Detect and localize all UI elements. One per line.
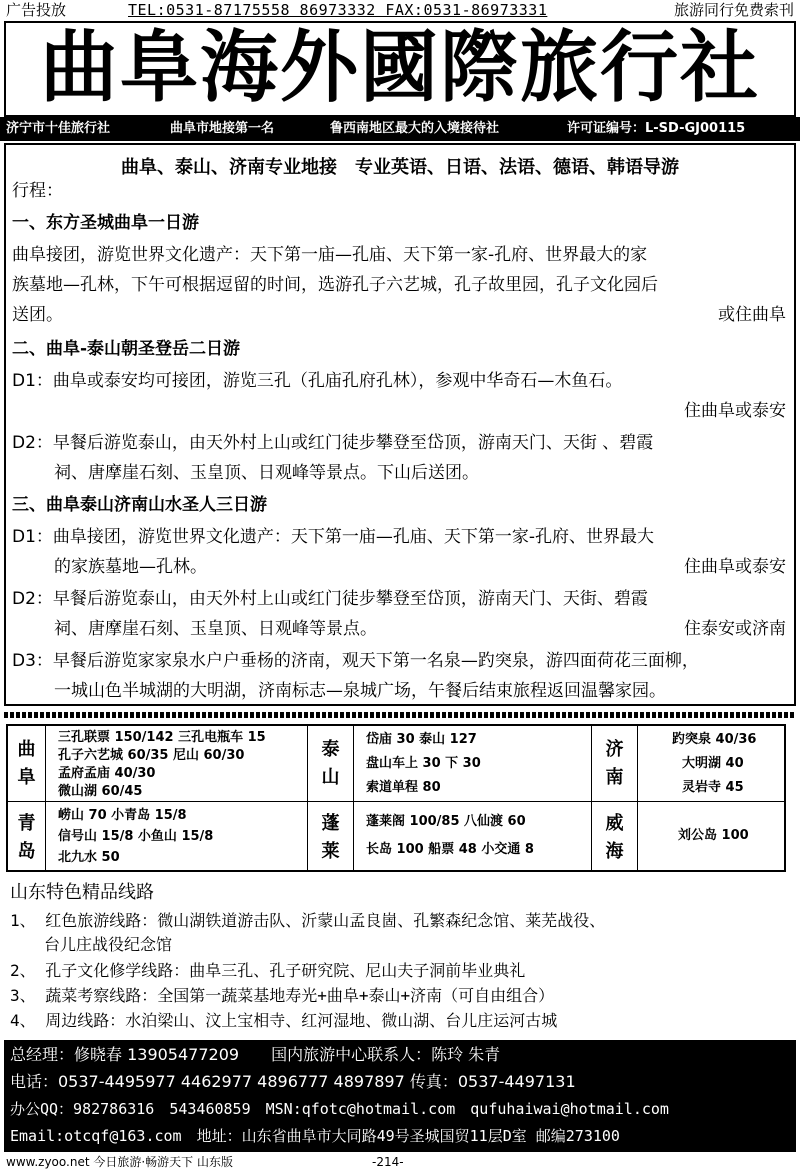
prices-jinan — [638, 726, 784, 802]
price-item: 盘山车上 30 下 30 — [366, 756, 481, 771]
itinerary-label: 行程： — [12, 181, 63, 201]
tour-3-day-1-stay: 住曲阜或泰安 — [684, 557, 786, 577]
prices-taishan — [354, 726, 592, 802]
price-item: 北九水 50 — [58, 850, 120, 865]
price-item: 孔子六艺城 60/35 尼山 60/30 — [58, 748, 245, 763]
price-item: 趵突泉 40/36 — [672, 732, 757, 747]
route-3: 3、 蔬菜考察线路：全国第一蔬菜基地寿光+曲阜+泰山+济南（可自由组合） — [10, 986, 555, 1005]
tour-3-day-2-b: 祠、唐摩崖石刻、玉皇顶、日观峰等景点。 — [54, 619, 377, 639]
tour-3-day-2-stay: 住泰安或济南 — [684, 619, 786, 639]
agency-title: 曲阜海外國際旅行社 — [39, 22, 760, 113]
tour-3-day-3-b: 一城山色半城湖的大明湖，济南标志—泉城广场，午餐后结束旅程返回温馨家园。 — [54, 681, 666, 701]
tour-3-day-1-b: 的家族墓地—孔林。 — [54, 557, 207, 577]
city-weihai — [592, 802, 638, 870]
city-penglai-char-1: 蓬 — [321, 813, 340, 834]
route-2: 2、 孔子文化修学线路：曲阜三孔、孔子研究院、尼山夫子洞前毕业典礼 — [10, 961, 526, 980]
tour-2-day-1-stay: 住曲阜或泰安 — [684, 401, 786, 421]
city-qufu — [8, 726, 46, 802]
price-item: 崂山 70 小青岛 15/8 — [58, 808, 187, 823]
city-taishan-char-2: 山 — [321, 767, 340, 788]
tour-2-day-2-a: D2：早餐后游览泰山，由天外村上山或红门徒步攀登至岱顶，游南天门、天街 、碧霞 — [12, 433, 654, 453]
city-qingdao — [8, 802, 46, 870]
tagline-top-ten: 济宁市十佳旅行社 — [6, 121, 111, 136]
city-qingdao-char-2: 岛 — [17, 841, 36, 862]
city-jinan-char-2: 南 — [605, 767, 624, 788]
price-item: 灵岩寺 45 — [682, 780, 744, 795]
tagline-largest: 鲁西南地区最大的入境接待社 — [330, 121, 500, 136]
prices-qufu — [46, 726, 308, 802]
city-taishan-char-1: 泰 — [321, 739, 340, 760]
price-item: 刘公岛 100 — [678, 828, 749, 843]
tagline-first-place: 曲阜市地接第一名 — [170, 121, 275, 136]
route-1-b: 台儿庄战役纪念馆 — [44, 935, 173, 954]
city-jinan-char-1: 济 — [605, 739, 624, 760]
tour-1-line-2: 族墓地—孔林，下午可根据逗留的时间，选游孔子六艺城，孔子故里园，孔子文化园后 — [12, 275, 658, 295]
contact-email-address: Email:otcqf@163.com 地址：山东省曲阜市大同路49号圣城国贸11层D室 邮编273100 — [10, 1127, 620, 1145]
tour-1-title: 一、东方圣城曲阜一日游 — [12, 213, 199, 233]
prices-weihai — [638, 802, 784, 870]
city-jinan — [592, 726, 638, 802]
city-weihai-char-2: 海 — [605, 841, 624, 862]
contact-block — [4, 1040, 796, 1152]
routes-heading: 山东特色精品线路 — [10, 882, 154, 903]
tour-1-stay: 或住曲阜 — [718, 305, 786, 325]
city-penglai-char-2: 莱 — [321, 841, 340, 862]
city-taishan — [308, 726, 354, 802]
price-item: 索道单程 80 — [366, 780, 441, 795]
services-subtitle: 曲阜、泰山、济南专业地接 专业英语、日语、法语、德语、韩语导游 — [121, 157, 679, 178]
ad-label: 广告投放 — [6, 1, 67, 19]
itinerary-box — [4, 143, 796, 706]
tel-fax-line: TEL:0531-87175558 86973332 FAX:0531-86973331 — [128, 1, 548, 19]
tour-3-day-3-a: D3：早餐后游览家家泉水户户垂杨的济南，观天下第一名泉—趵突泉，游四面荷花三面柳， — [12, 651, 699, 671]
title-box — [4, 21, 796, 117]
tour-2-title: 二、曲阜-泰山朝圣登岳二日游 — [12, 339, 241, 359]
prices-penglai — [354, 802, 592, 870]
tour-1-line-1: 曲阜接团，游览世界文化遗产：天下第一庙—孔庙、天下第一家-孔府、世界最大的家 — [12, 245, 648, 265]
city-qufu-char-2: 阜 — [17, 767, 36, 788]
tour-3-day-1-a: D1：曲阜接团，游览世界文化遗产：天下第一庙—孔庙、天下第一家-孔府、世界最大 — [12, 527, 655, 547]
tour-2-day-2-b: 祠、唐摩崖石刻、玉皇顶、日观峰等景点。下山后送团。 — [54, 463, 479, 483]
free-request-label: 旅游同行免费索刊 — [673, 1, 794, 19]
city-qingdao-char-1: 青 — [17, 813, 36, 834]
separator — [4, 712, 796, 718]
price-item: 微山湖 60/45 — [58, 784, 143, 799]
price-item: 岱庙 30 泰山 127 — [366, 732, 477, 747]
page-number: -214- — [372, 1155, 404, 1169]
contact-phone: 电话：0537-4495977 4462977 4896777 4897897 传真：0537-4497131 — [10, 1072, 576, 1091]
ticket-price-table — [6, 724, 786, 872]
tour-1-line-3: 送团。 — [12, 305, 63, 325]
city-penglai — [308, 802, 354, 870]
tagline-bar — [0, 117, 800, 141]
route-1-a: 1、 红色旅游线路：微山湖铁道游击队、沂蒙山孟良崮、孔繁森纪念馆、莱芜战役、 — [10, 911, 606, 930]
contact-manager: 总经理：修晓春 13905477209 国内旅游中心联系人：陈玲 朱青 — [10, 1045, 501, 1064]
tour-3-title: 三、曲阜泰山济南山水圣人三日游 — [12, 495, 267, 515]
tour-2-day-1: D1：曲阜或泰安均可接团，游览三孔（孔庙孔府孔林），参观中华奇石—木鱼石。 — [12, 371, 623, 391]
price-item: 长岛 100 船票 48 小交通 8 — [366, 842, 534, 857]
price-item: 蓬莱阁 100/85 八仙渡 60 — [366, 814, 526, 829]
contact-qq-msn: 办公QQ：982786316 543460859 MSN:qfotc@hotmail.com qufuhaiwai@hotmail.com — [10, 1100, 669, 1118]
city-qufu-char-1: 曲 — [17, 739, 36, 760]
price-item: 信号山 15/8 小鱼山 15/8 — [58, 829, 214, 844]
tagline-license: 许可证编号：L-SD-GJ00115 — [567, 121, 746, 136]
footer — [0, 1153, 800, 1172]
price-item: 孟府孟庙 40/30 — [58, 766, 156, 781]
city-weihai-char-1: 威 — [605, 813, 624, 834]
tour-3-day-2-a: D2：早餐后游览泰山，由天外村上山或红门徒步攀登至岱顶，游南天门、天街、碧霞 — [12, 589, 648, 609]
route-4: 4、 周边线路：水泊梁山、汶上宝相寺、红河湿地、微山湖、台儿庄运河古城 — [10, 1011, 558, 1030]
footer-site: www.zyoo.net 今日旅游·畅游天下 山东版 — [6, 1155, 233, 1169]
price-item: 大明湖 40 — [682, 756, 744, 771]
prices-qingdao — [46, 802, 308, 870]
top-bar — [0, 0, 800, 22]
price-item: 三孔联票 150/142 三孔电瓶车 15 — [58, 730, 266, 745]
